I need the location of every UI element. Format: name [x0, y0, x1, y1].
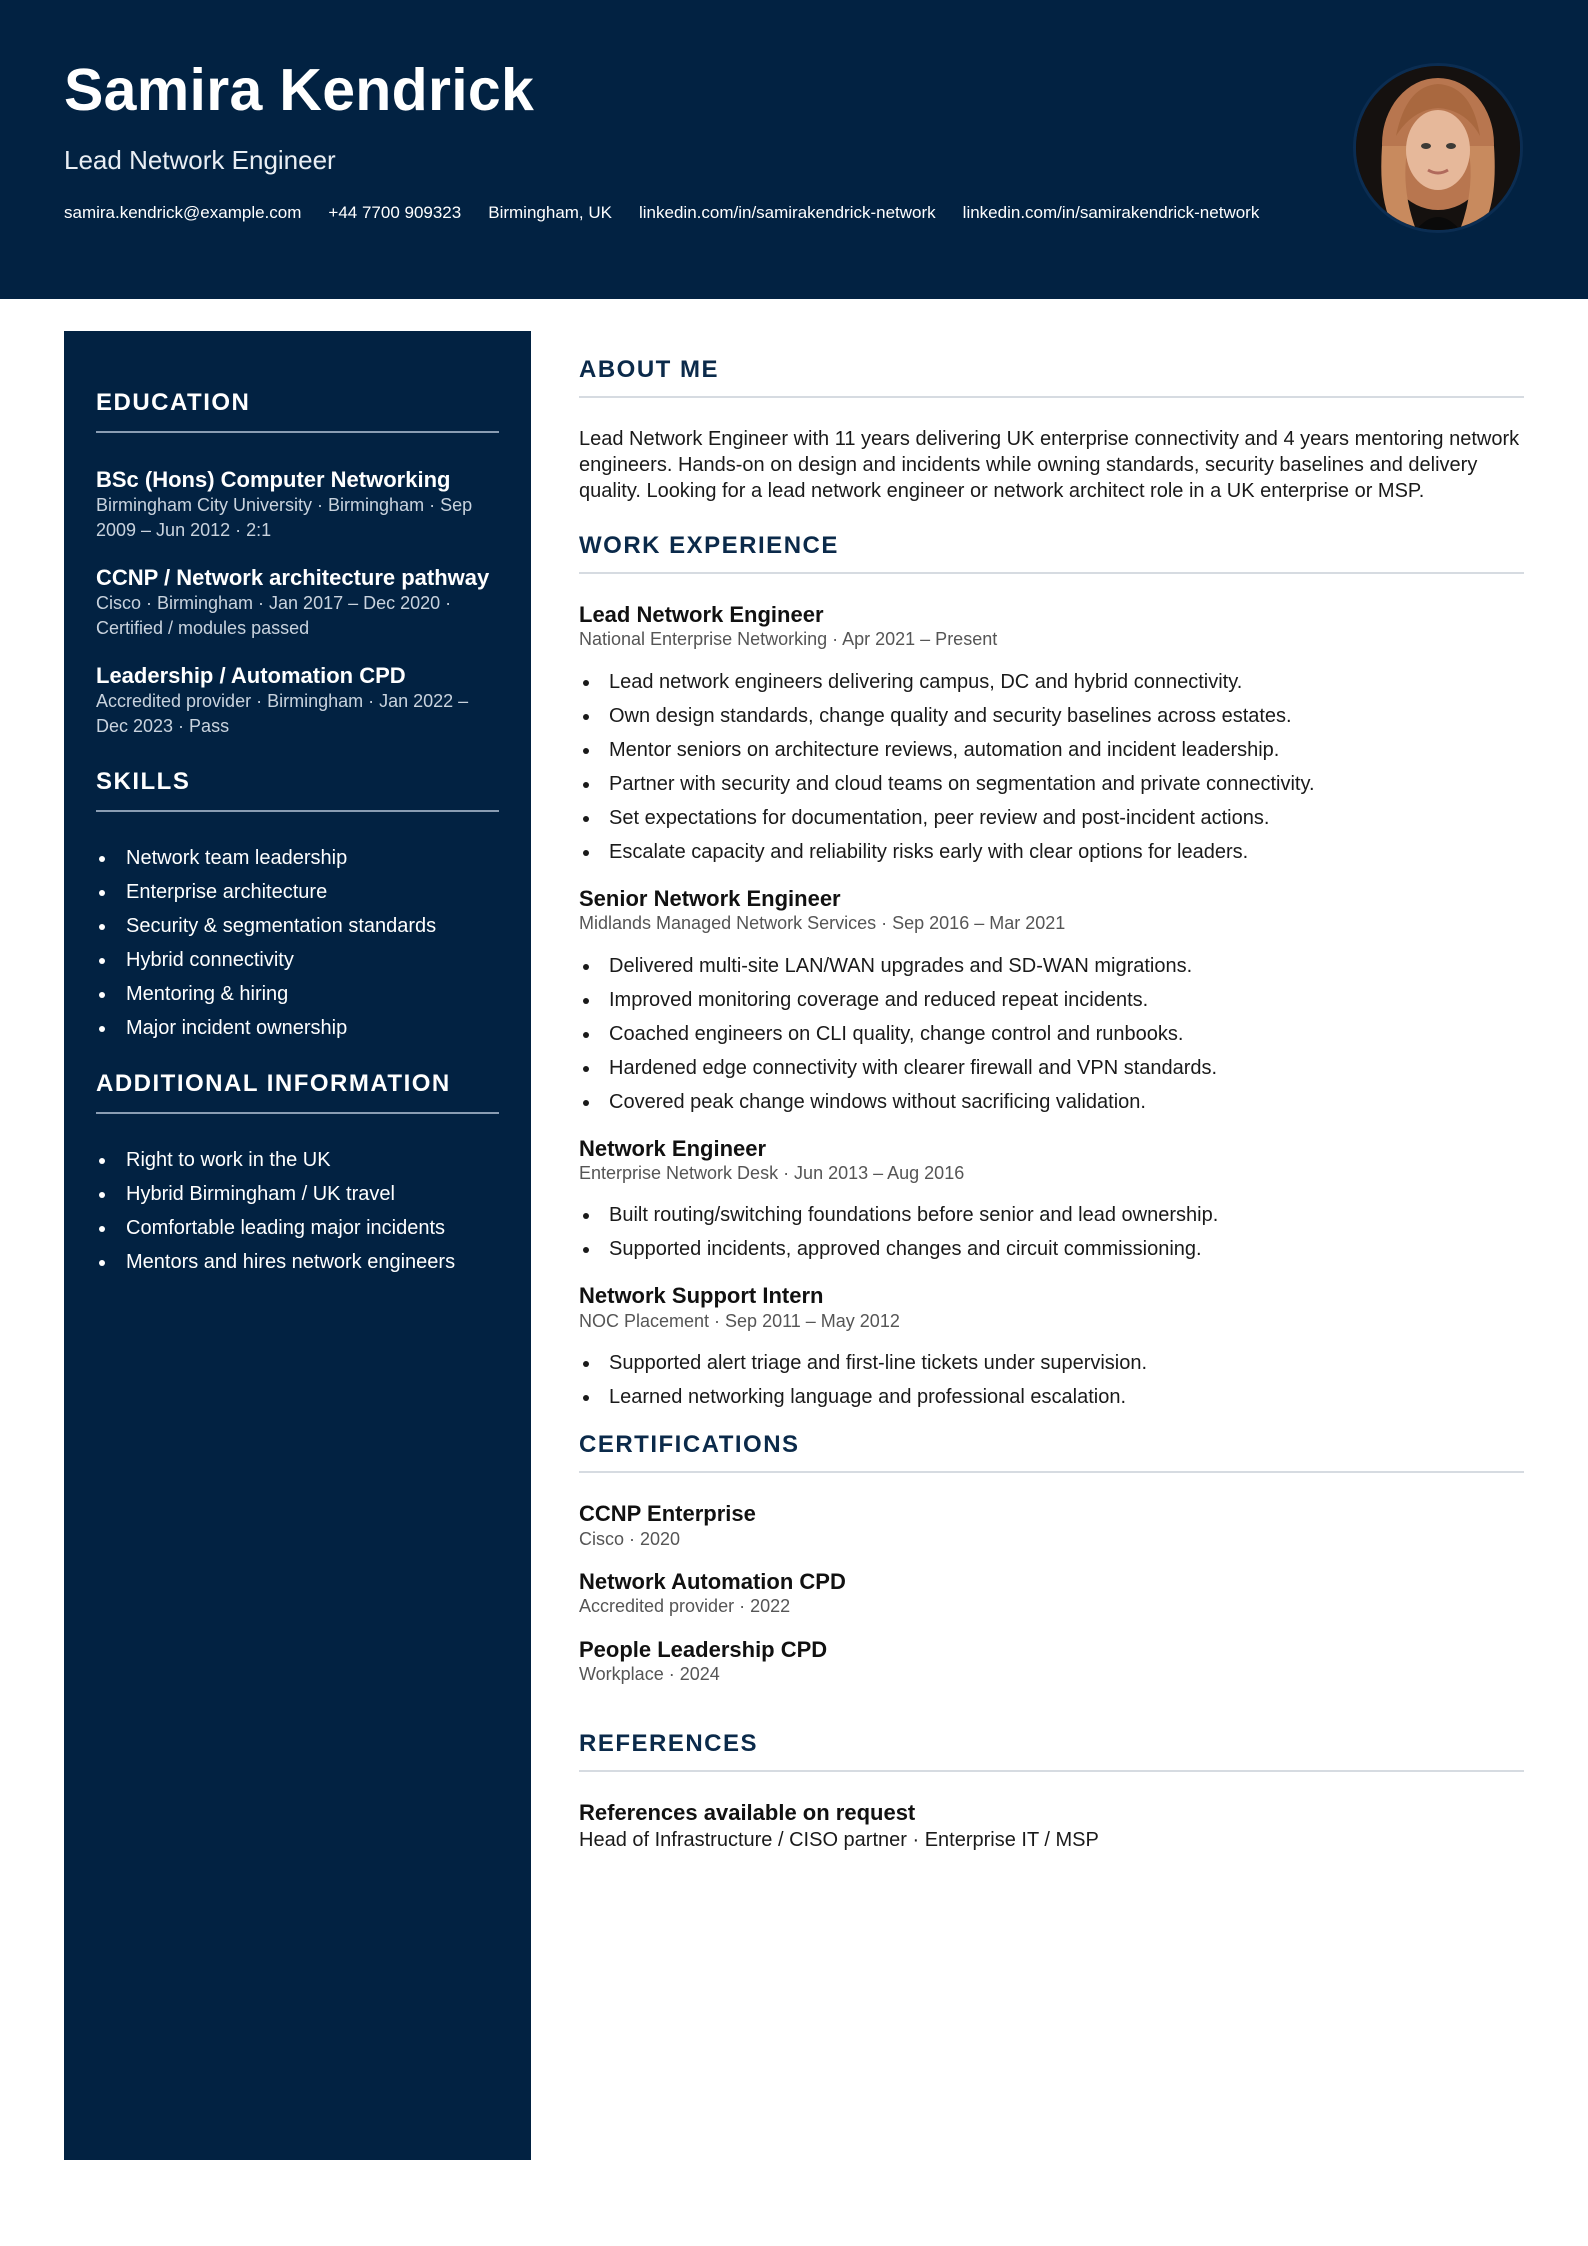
- cert-entry: [579, 1637, 1524, 1687]
- skills-heading: SKILLS: [96, 768, 499, 812]
- education-item: [96, 565, 499, 640]
- about-heading: ABOUT ME: [579, 356, 1524, 398]
- list-item: Right to work in the UK: [96, 1148, 499, 1172]
- list-item: Mentors and hires network engineers: [96, 1250, 499, 1274]
- job-bullets: [579, 670, 1524, 864]
- skills-list: [96, 846, 499, 1040]
- references-title: References available on request: [579, 1800, 916, 1826]
- work-heading: WORK EXPERIENCE: [579, 532, 1524, 574]
- list-item: Supported alert triage and first-line tickets under supervision.: [579, 1351, 1524, 1375]
- job-details: Enterprise Network Desk · Jun 2013 – Aug 2016: [579, 1162, 965, 1183]
- education-details: Cisco · Birmingham · Jan 2017 – Dec 2020 · Certified / modules passed: [96, 593, 452, 638]
- contact-row: [64, 203, 1259, 223]
- list-item: Own design standards, change quality and security baselines across estates.: [579, 704, 1524, 728]
- list-item: Partner with security and cloud teams on segmentation and private connectivity.: [579, 772, 1524, 796]
- cert-entry: [579, 1501, 1524, 1551]
- cert-title: Network Automation CPD: [579, 1568, 846, 1594]
- job-details: Midlands Managed Network Services · Sep 2016 – Mar 2021: [579, 913, 1066, 934]
- additional-list: [96, 1148, 499, 1274]
- job-title: Network Engineer: [579, 1135, 767, 1161]
- sidebar: [64, 331, 531, 2160]
- cert-title: CCNP Enterprise: [579, 1501, 756, 1527]
- education-item: [96, 663, 499, 738]
- list-item: Mentor seniors on architecture reviews, automation and incident leadership.: [579, 738, 1524, 762]
- list-item: Hardened edge connectivity with clearer firewall and VPN standards.: [579, 1056, 1524, 1080]
- list-item: Lead network engineers delivering campus, DC and hybrid connectivity.: [579, 670, 1524, 694]
- about-text: Lead Network Engineer with 11 years delivering UK enterprise connectivity and 4 years mentoring network engineers. Hands-on on design and incidents while owning standards, security baselines and delivery quality. Looking for a lead network engineer or network architect role in a UK enterprise or MSP.: [579, 428, 1520, 502]
- job-details: National Enterprise Networking · Apr 2021 – Present: [579, 629, 998, 650]
- job-bullets: [579, 1203, 1524, 1261]
- education-details: Birmingham City University · Birmingham · Sep 2009 – Jun 2012 · 2:1: [96, 495, 473, 540]
- job-entry: [579, 1136, 1524, 1262]
- job-title: Network Support Intern: [579, 1283, 824, 1309]
- job-details: NOC Placement · Sep 2011 – May 2012: [579, 1310, 900, 1331]
- education-item: [96, 467, 499, 542]
- job-entry: [579, 886, 1524, 1114]
- job-title: Senior Network Engineer: [579, 885, 841, 911]
- job-title: Lead Network Engineer: [579, 602, 824, 627]
- list-item: Learned networking language and professional escalation.: [579, 1385, 1524, 1409]
- list-item: Covered peak change windows without sacrificing validation.: [579, 1090, 1524, 1114]
- list-item: Enterprise architecture: [96, 880, 499, 904]
- cert-entry: [579, 1569, 1524, 1619]
- list-item: Comfortable leading major incidents: [96, 1216, 499, 1240]
- list-item: Mentoring & hiring: [96, 982, 499, 1006]
- list-item: Built routing/switching foundations before senior and lead ownership.: [579, 1203, 1524, 1227]
- job-entry: [579, 602, 1524, 864]
- contact-phone[interactable]: +44 7700 909323: [328, 203, 462, 222]
- contact-linkedin[interactable]: linkedin.com/in/samirakendrick-network: [639, 203, 936, 222]
- list-item: Improved monitoring coverage and reduced repeat incidents.: [579, 988, 1524, 1012]
- candidate-name: Samira Kendrick: [64, 57, 535, 123]
- avatar: [1353, 63, 1523, 233]
- contact-email[interactable]: samira.kendrick@example.com: [64, 203, 302, 222]
- contact-linkedin-2[interactable]: linkedin.com/in/samirakendrick-network: [962, 203, 1260, 222]
- cert-details: Workplace · 2024: [579, 1664, 720, 1685]
- list-item: Hybrid Birmingham / UK travel: [96, 1182, 499, 1206]
- certifications-heading: CERTIFICATIONS: [579, 1431, 1524, 1473]
- cert-details: Cisco · 2020: [579, 1528, 681, 1549]
- list-item: Delivered multi-site LAN/WAN upgrades and SD-WAN migrations.: [579, 954, 1524, 978]
- education-details: Accredited provider · Birmingham · Jan 2022 – Dec 2023 · Pass: [96, 691, 469, 736]
- contact-location: Birmingham, UK: [488, 203, 612, 222]
- references-heading: REFERENCES: [579, 1730, 1524, 1772]
- job-bullets: [579, 1351, 1524, 1409]
- cert-title: People Leadership CPD: [579, 1636, 828, 1662]
- list-item: Set expectations for documentation, peer review and post-incident actions.: [579, 806, 1524, 830]
- list-item: Escalate capacity and reliability risks early with clear options for leaders.: [579, 840, 1524, 864]
- education-title: Leadership / Automation CPD: [96, 662, 406, 688]
- list-item: Hybrid connectivity: [96, 948, 499, 972]
- list-item: Network team leadership: [96, 846, 499, 870]
- additional-section: [96, 1070, 499, 1274]
- education-heading: EDUCATION: [96, 389, 499, 433]
- list-item: Coached engineers on CLI quality, change control and runbooks.: [579, 1022, 1524, 1046]
- list-item: Security & segmentation standards: [96, 914, 499, 938]
- education-title: BSc (Hons) Computer Networking: [96, 467, 451, 492]
- references-details: Head of Infrastructure / CISO partner · Enterprise IT / MSP: [579, 1828, 1099, 1851]
- education-title: CCNP / Network architecture pathway: [96, 564, 490, 590]
- list-item: Major incident ownership: [96, 1016, 499, 1040]
- skills-section: [96, 768, 499, 1040]
- list-item: Supported incidents, approved changes and circuit commissioning.: [579, 1237, 1524, 1261]
- additional-heading: ADDITIONAL INFORMATION: [96, 1070, 499, 1114]
- resume-header: [0, 0, 1588, 299]
- education-section: [96, 389, 499, 738]
- candidate-role: Lead Network Engineer: [64, 145, 336, 175]
- main-content: [579, 356, 1524, 1853]
- job-entry: [579, 1283, 1524, 1409]
- cert-details: Accredited provider · 2022: [579, 1596, 791, 1617]
- job-bullets: [579, 954, 1524, 1114]
